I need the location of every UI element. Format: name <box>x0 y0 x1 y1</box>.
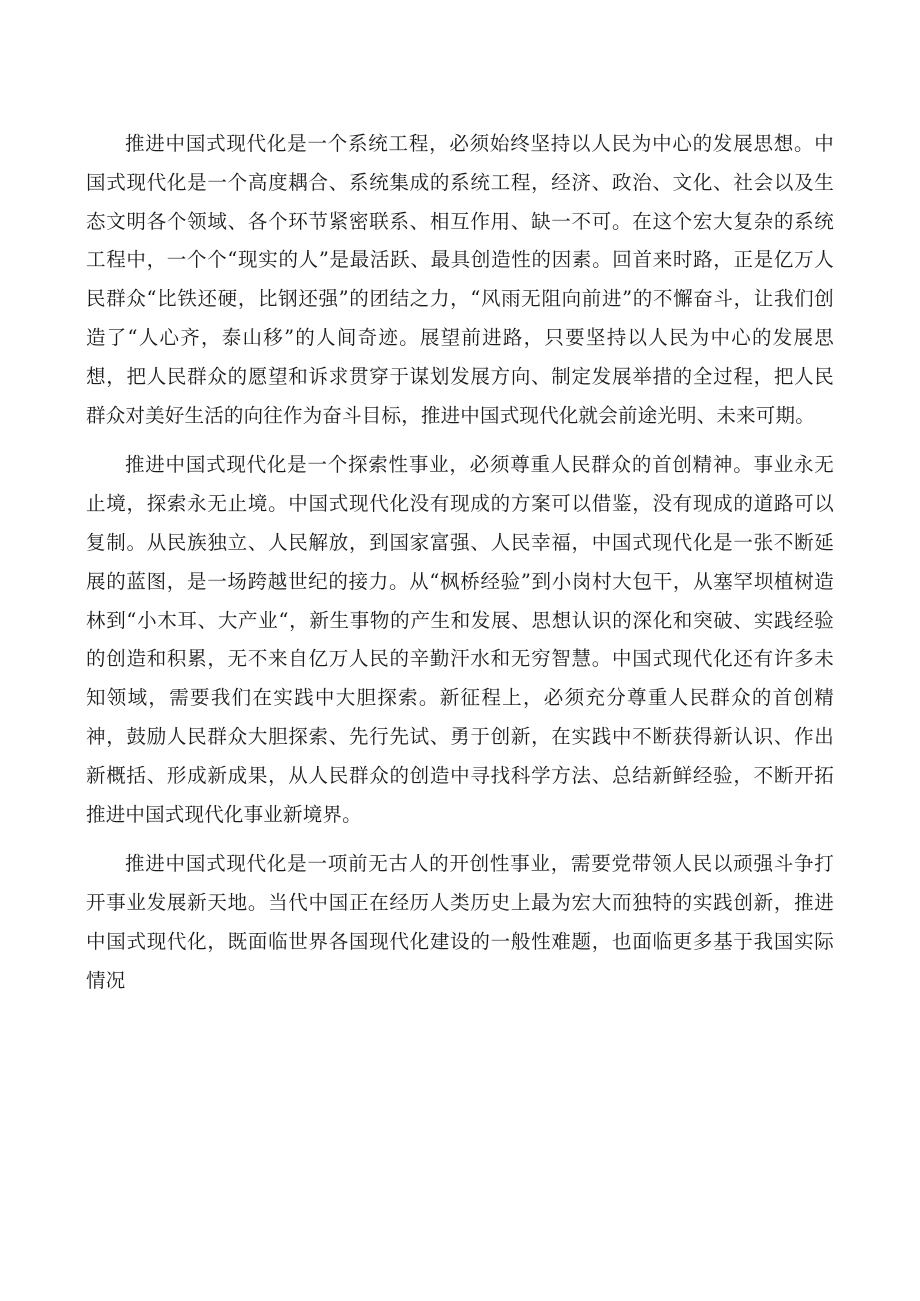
paragraph-2: 推进中国式现代化是一个探索性事业，必须尊重人民群众的首创精神。事业永无止境，探索永无止境。中国式现代化没有现成的方案可以借鉴，没有现成的道路可以复制。从民族独立、人民解放，到国家富强、人民幸福，中国式现代化是一张不断延展的蓝图，是一场跨越世纪的接力。从“枫桥经验”到小岗村大包干，从塞罕坝植树造林到“小木耳、大产业“，新生事物的产生和发展、思想认识的深化和突破、实践经验的创造和积累，无不来自亿万人民的辛勤汗水和无穷智慧。中国式现代化还有许多未知领域，需要我们在实践中大胆探索。新征程上，必须充分尊重人民群众的首创精神，鼓励人民群众大胆探索、先行先试、勇于创新，在实践中不断获得新认识、作出新概括、形成新成果，从人民群众的创造中寻找科学方法、总结新鲜经验，不断开拓推进中国式现代化事业新境界。 <box>86 453 834 826</box>
paragraph-1: 推进中国式现代化是一个系统工程，必须始终坚持以人民为中心的发展思想。中国式现代化是一个高度耦合、系统集成的系统工程，经济、政治、文化、社会以及生态文明各个领域、各个环节紧密联系、相互作用、缺一不可。在这个宏大复杂的系统工程中，一个个“现实的人”是最活跃、最具创造性的因素。回首来时路，正是亿万人民群众“比铁还硬，比钢还强”的团结之力，“风雨无阻向前进”的不懈奋斗，让我们创造了“人心齐，泰山移”的人间奇迹。展望前进路，只要坚持以人民为中心的发展思想，把人民群众的愿望和诉求贯穿于谋划发展方向、制定发展举措的全过程，把人民群众对美好生活的向往作为奋斗目标，推进中国式现代化就会前途光明、未来可期。 <box>86 132 834 427</box>
paragraph-3: 推进中国式现代化是一项前无古人的开创性事业，需要党带领人民以顽强斗争打开事业发展新天地。当代中国正在经历人类历史上最为宏大而独特的实践创新，推进中国式现代化，既面临世界各国现代化建设的一般性难题，也面临更多基于我国实际情况 <box>86 852 834 992</box>
